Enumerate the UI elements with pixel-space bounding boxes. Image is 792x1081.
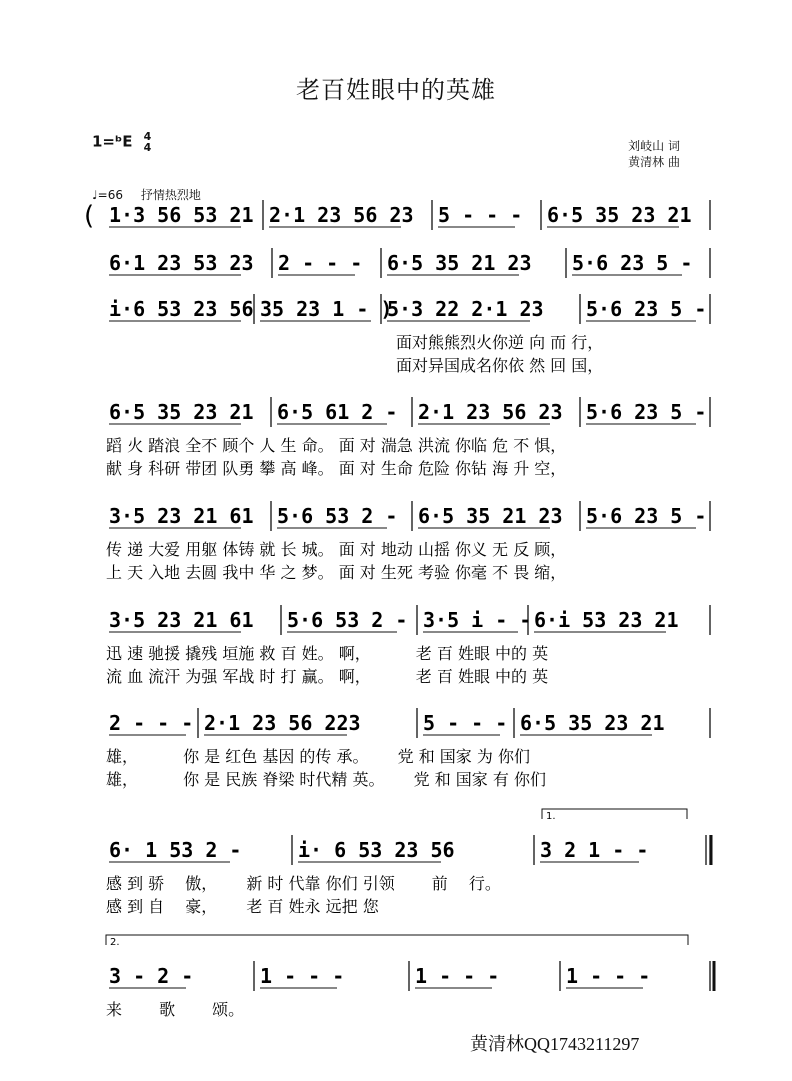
measure-notes: 3·5 i - - xyxy=(423,608,532,632)
measure-notes: 6·5 35 23 21 xyxy=(520,711,665,735)
lyric-line: 传 递 大爱 用躯 体铸 就 长 城。 面 对 地动 山摇 你义 无 反 顾， xyxy=(106,540,567,559)
measure-notes: 5·6 23 5 - xyxy=(586,400,707,424)
volta-bracket xyxy=(106,935,688,945)
open-repeat-paren: ( xyxy=(84,201,95,231)
measure-notes: 3 - 2 - xyxy=(109,964,194,988)
measure-notes: 1·3 56 53 21 xyxy=(109,203,254,227)
measure-notes: 1 - - - xyxy=(260,964,345,988)
measure-notes: 5 - - - xyxy=(438,203,523,227)
lyric-line: 流 血 流汗 为强 军战 时 打 赢。 啊， 老 百 姓眼 中的 英 xyxy=(106,667,549,686)
measure-notes: 6·5 35 23 21 xyxy=(547,203,692,227)
measure-notes: 5 - - - xyxy=(423,711,508,735)
volta-number: 1. xyxy=(546,811,556,822)
measure-notes: 6·1 23 53 23 xyxy=(109,251,254,275)
measure-notes: 35 23 1 - ) xyxy=(260,297,393,321)
measure-notes: i· 6 53 23 56 xyxy=(298,838,455,862)
measure-notes: 2·1 23 56 23 xyxy=(269,203,414,227)
measure-notes: 3·5 23 21 61 xyxy=(109,608,254,632)
composer: 黄清林 曲 xyxy=(628,155,680,169)
song-title: 老百姓眼中的英雄 xyxy=(296,76,496,104)
measure-notes: 6·5 35 23 21 xyxy=(109,400,254,424)
lyric-line: 面对异国成名你依 然 回 国， xyxy=(396,356,604,375)
lyric-line: 来 歌 颂。 xyxy=(106,1000,245,1019)
lyric-line: 感 到 骄 傲， 新 时 代靠 你们 引领 前 行。 xyxy=(106,874,501,893)
measure-notes: 5·6 53 2 - xyxy=(277,504,398,528)
measure-notes: 6·5 61 2 - xyxy=(277,400,398,424)
lyric-line: 迅 速 驰援 撬残 垣施 救 百 姓。 啊， 老 百 姓眼 中的 英 xyxy=(106,644,549,663)
measure-notes: 5·6 23 5 - xyxy=(586,504,707,528)
credits xyxy=(628,138,680,170)
measure-notes: 5·6 23 5 - xyxy=(572,251,693,275)
measure-notes: 1 - - - xyxy=(566,964,651,988)
measure-notes: i·6 53 23 56 xyxy=(109,297,254,321)
measure-notes: 3·5 23 21 61 xyxy=(109,504,254,528)
measure-notes: 6· 1 53 2 - xyxy=(109,838,242,862)
tempo-value: ♩=66 xyxy=(92,188,123,202)
measure-notes: 5·6 53 2 - xyxy=(287,608,408,632)
measure-notes: 6·i 53 23 21 xyxy=(534,608,679,632)
time-signature-top: 4 xyxy=(143,130,152,143)
lyric-line: 雄， 你 是 民族 脊梁 时代精 英。 党 和 国家 有 你们 xyxy=(106,770,546,789)
volta-number: 2. xyxy=(110,937,120,948)
lyric-line: 上 天 入地 去圆 我中 华 之 梦。 面 对 生死 考验 你毫 不 畏 缩， xyxy=(106,563,567,582)
lyric-line: 面对熊熊烈火你逆 向 而 行， xyxy=(396,333,604,352)
lyric-line: 蹈 火 踏浪 全不 顾个 人 生 命。 面 对 湍急 洪流 你临 危 不 惧， xyxy=(106,436,567,455)
lyric-line: 雄， 你 是 红色 基因 的传 承。 党 和 国家 为 你们 xyxy=(106,747,530,766)
arranger-signature: 黄清林QQ1743211297 xyxy=(470,1034,640,1054)
key-signature: 1=ᵇE xyxy=(92,132,133,151)
volta-bracket xyxy=(542,809,687,819)
measure-notes: 5·3 22 2·1 23 xyxy=(387,297,544,321)
measure-notes: 2 - - - xyxy=(109,711,194,735)
time-signature xyxy=(144,131,152,153)
measure-notes: 6·5 35 21 23 xyxy=(418,504,563,528)
measure-notes: 2·1 23 56 23 xyxy=(418,400,563,424)
expression-marking: 抒情热烈地 xyxy=(140,188,201,202)
tempo-marking xyxy=(92,186,201,203)
measure-notes: 2·1 23 56 223 xyxy=(204,711,361,735)
lyricist: 刘岐山 词 xyxy=(628,139,680,153)
time-signature-bottom: 4 xyxy=(143,141,152,154)
measure-notes: 3 2 1 - - xyxy=(540,838,649,862)
lyric-line: 献 身 科研 带团 队勇 攀 高 峰。 面 对 生命 危险 你钻 海 升 空， xyxy=(106,459,567,478)
lyric-line: 感 到 自 豪， 老 百 姓永 远把 您 xyxy=(106,897,379,916)
key-and-time-signature xyxy=(92,131,151,153)
measure-notes: 2 - - - xyxy=(278,251,363,275)
measure-notes: 1 - - - xyxy=(415,964,500,988)
measure-notes: 6·5 35 21 23 xyxy=(387,251,532,275)
measure-notes: 5·6 23 5 - xyxy=(586,297,707,321)
